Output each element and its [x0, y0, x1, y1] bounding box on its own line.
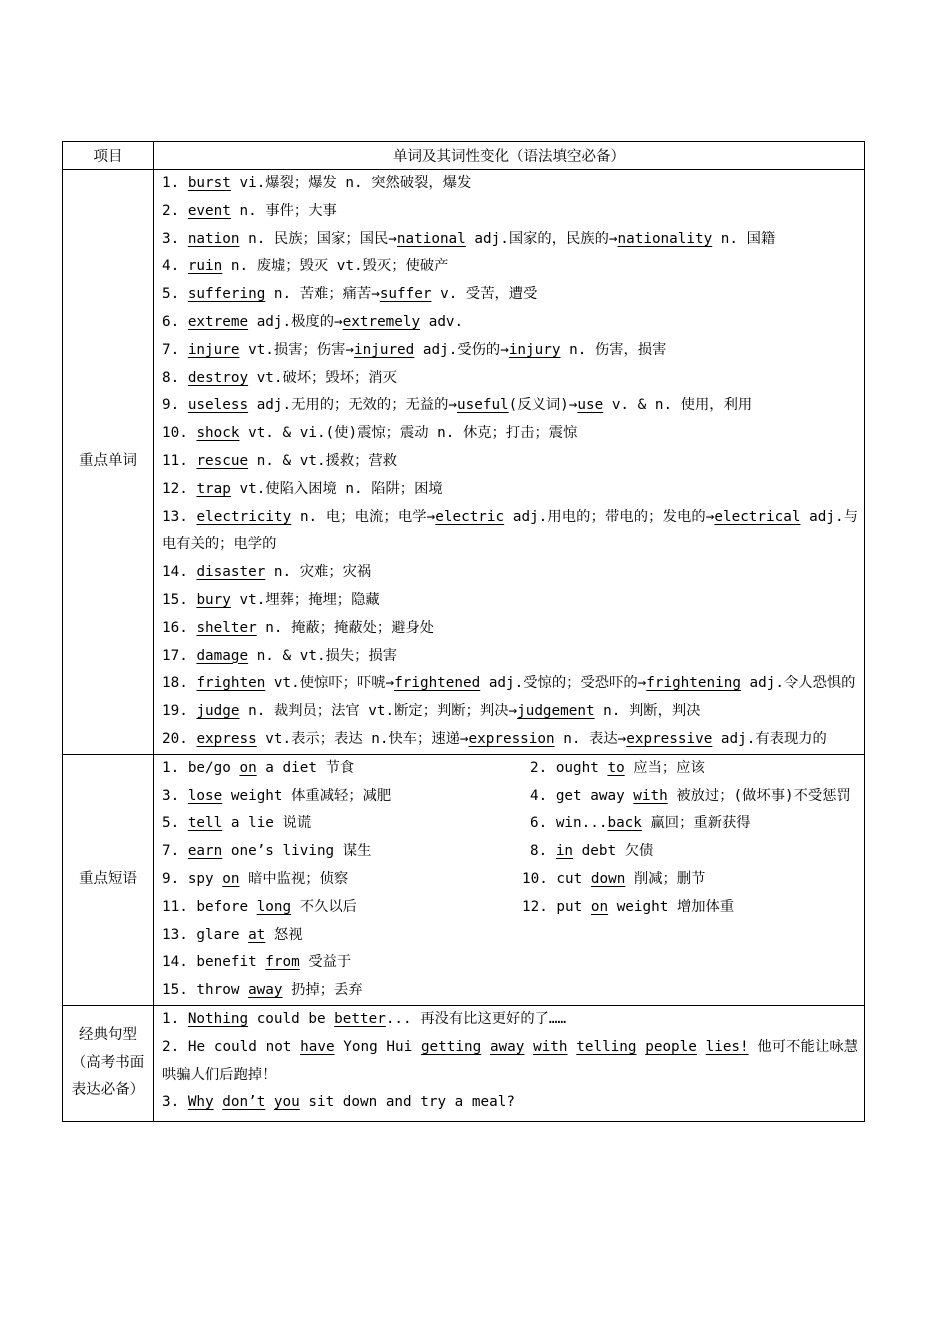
sentences-label: 经典句型（高考书面表达必备） — [63, 1005, 154, 1121]
word-item: 19. judge n. 裁判员；法官 vt.断定；判断；判决→judgement n. 判断，判决 — [162, 703, 701, 720]
word-item: 20. express vt.表示；表达 n.快车；速递→expression n. 表达→expressive adj.有表现力的 — [162, 730, 827, 747]
phrase-row — [162, 922, 858, 950]
word-item: 7. injure vt.损害；伤害→injured adj.受伤的→injury n. 伤害，损害 — [162, 341, 667, 358]
phrase-row — [162, 783, 858, 811]
sentences-row — [63, 1005, 865, 1121]
word-item: 10. shock vt. & vi.(使)震惊；震动 n. 休克；打击；震惊 — [162, 425, 578, 442]
words-row — [63, 170, 865, 755]
word-item: 1. burst vi.爆裂；爆发 n. 突然破裂，爆发 — [162, 175, 472, 191]
phrase-item: 12. put on weight 增加体重 — [522, 898, 735, 915]
phrase-row — [162, 755, 858, 783]
word-item: 17. damage n. & vt.损失；损害 — [162, 647, 398, 664]
phrase-row — [162, 810, 858, 838]
word-item: 13. electricity n. 电；电流；电学→electric adj.用电的；带电的；发电的→electrical adj.与电有关的；电学的 — [162, 508, 858, 553]
word-item: 15. bury vt.埋葬；掩埋；隐藏 — [162, 591, 380, 608]
phrase-item: 8. in debt 欠债 — [530, 843, 654, 860]
phrase-row — [162, 949, 858, 977]
phrase-item: 2. ought to 应当；应该 — [530, 759, 705, 776]
word-item: 2. event n. 事件；大事 — [162, 202, 337, 219]
words-label: 重点单词 — [63, 170, 154, 755]
phrase-row — [162, 838, 858, 866]
phrases-content — [154, 754, 865, 1005]
header-words: 单词及其词性变化（语法填空必备） — [154, 142, 865, 170]
sentence-1: 1. Nothing could be better... 再没有比这更好的了…… — [162, 1010, 567, 1027]
phrase-item: 6. win...back 赢回；重新获得 — [530, 815, 751, 832]
phrase-row — [162, 894, 858, 922]
vocabulary-table — [62, 141, 865, 1122]
phrase-row — [162, 866, 858, 894]
phrase-row — [162, 977, 858, 1005]
phrase-item: 14. benefit from 受益于 — [162, 954, 352, 971]
phrase-item: 7. earn one’s living 谋生 — [162, 843, 372, 860]
word-list — [162, 170, 858, 754]
phrases-label: 重点短语 — [63, 754, 154, 1005]
word-item: 3. nation n. 民族；国家；国民→national adj.国家的，民族的→nationality n. 国籍 — [162, 230, 776, 247]
sentence-2: 2. He could not have Yong Hui getting away with telling people lies! 他可不能让咏慧哄骗人们后跑掉！ — [162, 1038, 859, 1083]
phrases-row — [63, 754, 865, 1005]
word-item: 8. destroy vt.破坏；毁坏；消灭 — [162, 369, 397, 386]
phrase-item: 4. get away with 被放过；(做坏事)不受惩罚 — [530, 787, 851, 804]
word-item: 9. useless adj.无用的；无效的；无益的→useful(反义词)→use v. & n. 使用，利用 — [162, 397, 753, 414]
header-row — [63, 142, 865, 170]
sentence-3: 3. Why don’t you sit down and try a meal? — [162, 1094, 515, 1111]
header-item: 项目 — [63, 142, 154, 170]
phrase-item: 9. spy on 暗中监视；侦察 — [162, 870, 349, 887]
words-content — [154, 170, 865, 755]
phrase-item: 10. cut down 削减；删节 — [522, 870, 706, 887]
phrase-item: 1. be/go on a diet 节食 — [162, 759, 355, 776]
word-item: 4. ruin n. 废墟；毁灭 vt.毁灭；使破产 — [162, 258, 449, 275]
phrase-item: 13. glare at 怒视 — [162, 926, 303, 943]
sentences-content — [154, 1005, 865, 1121]
phrase-item: 5. tell a lie 说谎 — [162, 815, 312, 832]
word-item: 5. suffering n. 苦难；痛苦→suffer v. 受苦，遭受 — [162, 286, 538, 303]
word-item: 6. extreme adj.极度的→extremely adv. — [162, 313, 464, 330]
word-item: 14. disaster n. 灾难；灾祸 — [162, 564, 372, 581]
word-item: 18. frighten vt.使惊吓；吓唬→frightened adj.受惊的；受恐吓的→frightening adj.令人恐惧的 — [162, 675, 856, 692]
phrase-list — [162, 755, 858, 1005]
phrase-item: 11. before long 不久以后 — [162, 898, 357, 915]
phrase-item: 15. throw away 扔掉；丢弃 — [162, 982, 363, 999]
phrase-item: 3. lose weight 体重减轻；减肥 — [162, 787, 392, 804]
word-item: 12. trap vt.使陷入困境 n. 陷阱；困境 — [162, 480, 443, 497]
word-item: 16. shelter n. 掩蔽；掩蔽处；避身处 — [162, 619, 435, 636]
word-item: 11. rescue n. & vt.援救；营救 — [162, 452, 398, 469]
